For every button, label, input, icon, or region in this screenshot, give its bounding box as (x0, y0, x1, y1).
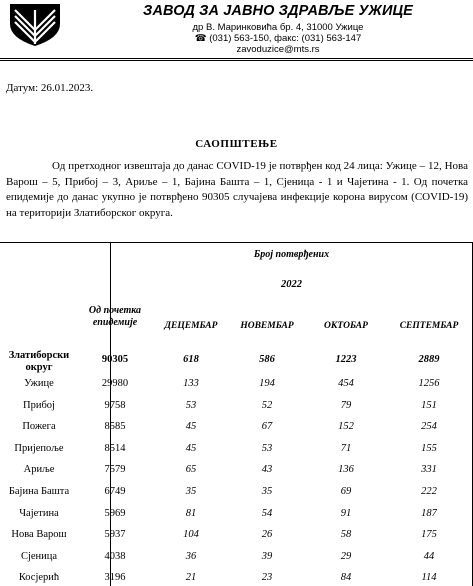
table-cell-month: 84 (340, 572, 352, 584)
organization-address: др В. Маринковића бр. 4, 31000 Ужице (192, 22, 364, 33)
organization-phone: ☎ (031) 563-150, факс: (031) 563-147 (194, 33, 362, 44)
table-cell-month: 26 (261, 529, 273, 541)
table-cell-month: 58 (340, 529, 352, 541)
table-cell-month: 54 (261, 507, 273, 519)
confirmed-count-header: Број потврђених (253, 249, 330, 260)
table-row-label: Сјеница (20, 550, 58, 562)
announcement-paragraph: Од претходног извештаја до данас COVID-19 је потврђен код 24 лица: Ужице – 12, Нова Варош – 5, Прибој – 3, Ариље – 1, Бајина Башта – 1, Сјеница - 1 и Чајетина - 1. Од почетка епидемије до данас укупно је потврђено 90305 случајева инфекције корона вирусом (COVID-19) на територији Златиборског округа. (6, 160, 468, 219)
table-row-label: Пријепоље (14, 442, 64, 454)
table-cell-month: 71 (340, 442, 352, 454)
table-cell-month: 35 (185, 486, 197, 497)
table-cell-since-start: 29980 (101, 378, 129, 389)
table-cell-month: 29 (340, 550, 352, 562)
total-row-label: Златиборски округ (8, 350, 70, 373)
table-cell-since-start: 5937 (104, 529, 126, 541)
table-cell-since-start: 4038 (104, 550, 126, 562)
total-november: 586 (259, 354, 275, 365)
table-top-border (0, 242, 473, 243)
table-cell-since-start: 8585 (104, 421, 126, 433)
since-start-header: Од почетка епидемије (88, 305, 142, 328)
table-cell-month: 45 (185, 442, 197, 454)
table-cell-month: 52 (261, 399, 273, 411)
total-october: 1223 (335, 354, 357, 365)
table-row-label: Ужице (24, 378, 54, 389)
header-divider (0, 58, 473, 59)
table-cell-month: 91 (340, 507, 352, 519)
document-title: САОПШТЕЊЕ (195, 138, 278, 150)
table-cell-month: 136 (338, 464, 354, 476)
table-cell-month: 65 (185, 464, 197, 476)
table-row-label: Косјерић (18, 572, 60, 584)
table-cell-month: 104 (183, 529, 199, 541)
table-cell-month: 44 (423, 550, 435, 562)
table-cell-month: 155 (421, 442, 437, 454)
year-header: 2022 (281, 279, 302, 290)
table-cell-month: 21 (185, 572, 197, 584)
table-cell-month: 81 (185, 507, 197, 519)
table-cell-since-start: 8514 (104, 442, 126, 454)
table-cell-month: 67 (261, 421, 273, 433)
table-cell-since-start: 6749 (104, 486, 126, 497)
table-cell-month: 194 (259, 378, 275, 389)
table-cell-month: 133 (183, 378, 199, 389)
total-december: 618 (183, 354, 199, 365)
table-cell-month: 1256 (418, 378, 440, 389)
table-row-label: Бајина Башта (8, 486, 70, 497)
month-header-november: НОВЕМБАР (240, 321, 294, 331)
table-cell-month: 454 (338, 378, 354, 389)
table-cell-month: 39 (261, 550, 273, 562)
table-cell-month: 35 (261, 486, 273, 497)
table-cell-month: 53 (185, 399, 197, 411)
table-row-label: Прибој (23, 399, 55, 411)
table-cell-since-start: 5969 (104, 507, 126, 519)
month-header-september: СЕПТЕМБАР (399, 321, 459, 331)
table-row-label: Чајетина (19, 507, 59, 519)
table-cell-month: 152 (338, 421, 354, 433)
table-cell-month: 151 (421, 399, 437, 411)
organization-email[interactable]: zavoduzice@mts.rs (236, 44, 320, 55)
table-cell-month: 45 (185, 421, 197, 433)
table-cell-month: 114 (421, 572, 437, 584)
table-cell-month: 331 (421, 464, 437, 476)
shield-emblem-icon (6, 2, 64, 48)
total-since-start: 90305 (101, 354, 129, 365)
table-cell-since-start: 7579 (104, 464, 126, 476)
table-cell-month: 222 (421, 486, 437, 497)
header-divider-double (0, 60, 473, 61)
table-cell-month: 53 (261, 442, 273, 454)
table-cell-month: 69 (340, 486, 352, 497)
table-cell-month: 79 (340, 399, 352, 411)
month-header-october: ОКТОБАР (324, 321, 368, 331)
document-date: Датум: 26.01.2023. (6, 82, 94, 94)
table-row-label: Нова Варош (11, 529, 67, 541)
table-cell-month: 175 (421, 529, 437, 541)
table-row-label: Ариље (23, 464, 55, 476)
table-cell-since-start: 9758 (104, 399, 126, 411)
table-cell-month: 254 (421, 421, 437, 433)
table-cell-month: 23 (261, 572, 273, 584)
month-header-december: ДЕЦЕМБАР (164, 321, 218, 331)
organization-name: ЗАВОД ЗА ЈАВНО ЗДРАВЉЕ УЖИЦЕ (143, 3, 413, 19)
table-row-label: Пожега (22, 421, 56, 433)
table-cell-month: 187 (421, 507, 437, 519)
table-cell-since-start: 3196 (104, 572, 126, 584)
table-cell-month: 36 (185, 550, 197, 562)
total-september: 2889 (418, 354, 440, 365)
table-cell-month: 43 (261, 464, 273, 476)
